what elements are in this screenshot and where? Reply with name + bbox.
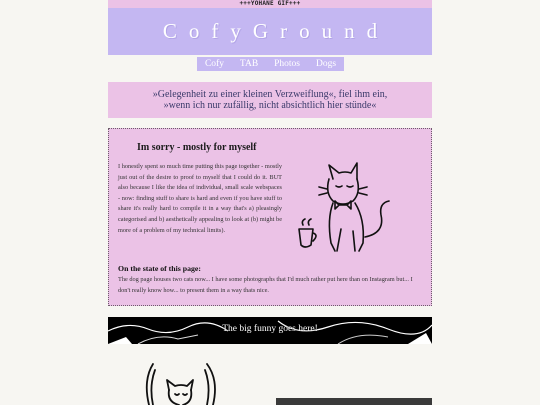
gif-caption: The big funny goes here! xyxy=(222,324,318,334)
nav-link-cofy[interactable]: Cofy xyxy=(204,59,224,69)
nav-link-tab[interactable]: TAB xyxy=(239,59,259,69)
article-title: Im sorry - mostly for myself xyxy=(137,142,257,153)
nav-link-photos[interactable]: Photos xyxy=(274,59,300,69)
top-banner-text: +++YOHANE GIF+++ xyxy=(239,0,301,7)
quote-line-2: »wenn ich nur zufällig, nicht absichtlich hier stünde« xyxy=(163,100,377,111)
site-title: CofyGround xyxy=(162,19,390,43)
gif-banner xyxy=(108,317,432,344)
cat-with-coffee-drawing-icon xyxy=(289,159,409,259)
state-heading: On the state of this page: xyxy=(118,264,201,273)
article-card xyxy=(108,128,432,306)
top-banner xyxy=(108,0,432,8)
site-header xyxy=(108,8,432,55)
cat-drawing-icon xyxy=(135,360,225,405)
quote-box xyxy=(108,82,432,118)
quote-line-1: »Gelegenheit zu einer kleinen Verzweiflung«, fiel ihm ein, xyxy=(152,89,388,100)
state-body: The dog page houses two cats now... I have some photographs that I'd much rather put here than on Instagram but... I don't really know how... to present them in a way thats nice. xyxy=(118,276,413,294)
nav-link-dogs[interactable]: Dogs xyxy=(315,59,337,69)
article-body: I honestly spent so much time putting this page together - mostly just out of the desire to proof to myself that I could do it. BUT also because I like the idea of individual, small scale webspaces - now: finding stuff to share is hard and even if you have stuff to share it's really hard to compile it in a way that's a) pleasingly categorised and b) aesthetically appealing to look at (b) might be more of a problem of my technical limits). xyxy=(118,163,282,234)
bottom-bar xyxy=(276,398,432,405)
main-nav xyxy=(197,57,344,71)
